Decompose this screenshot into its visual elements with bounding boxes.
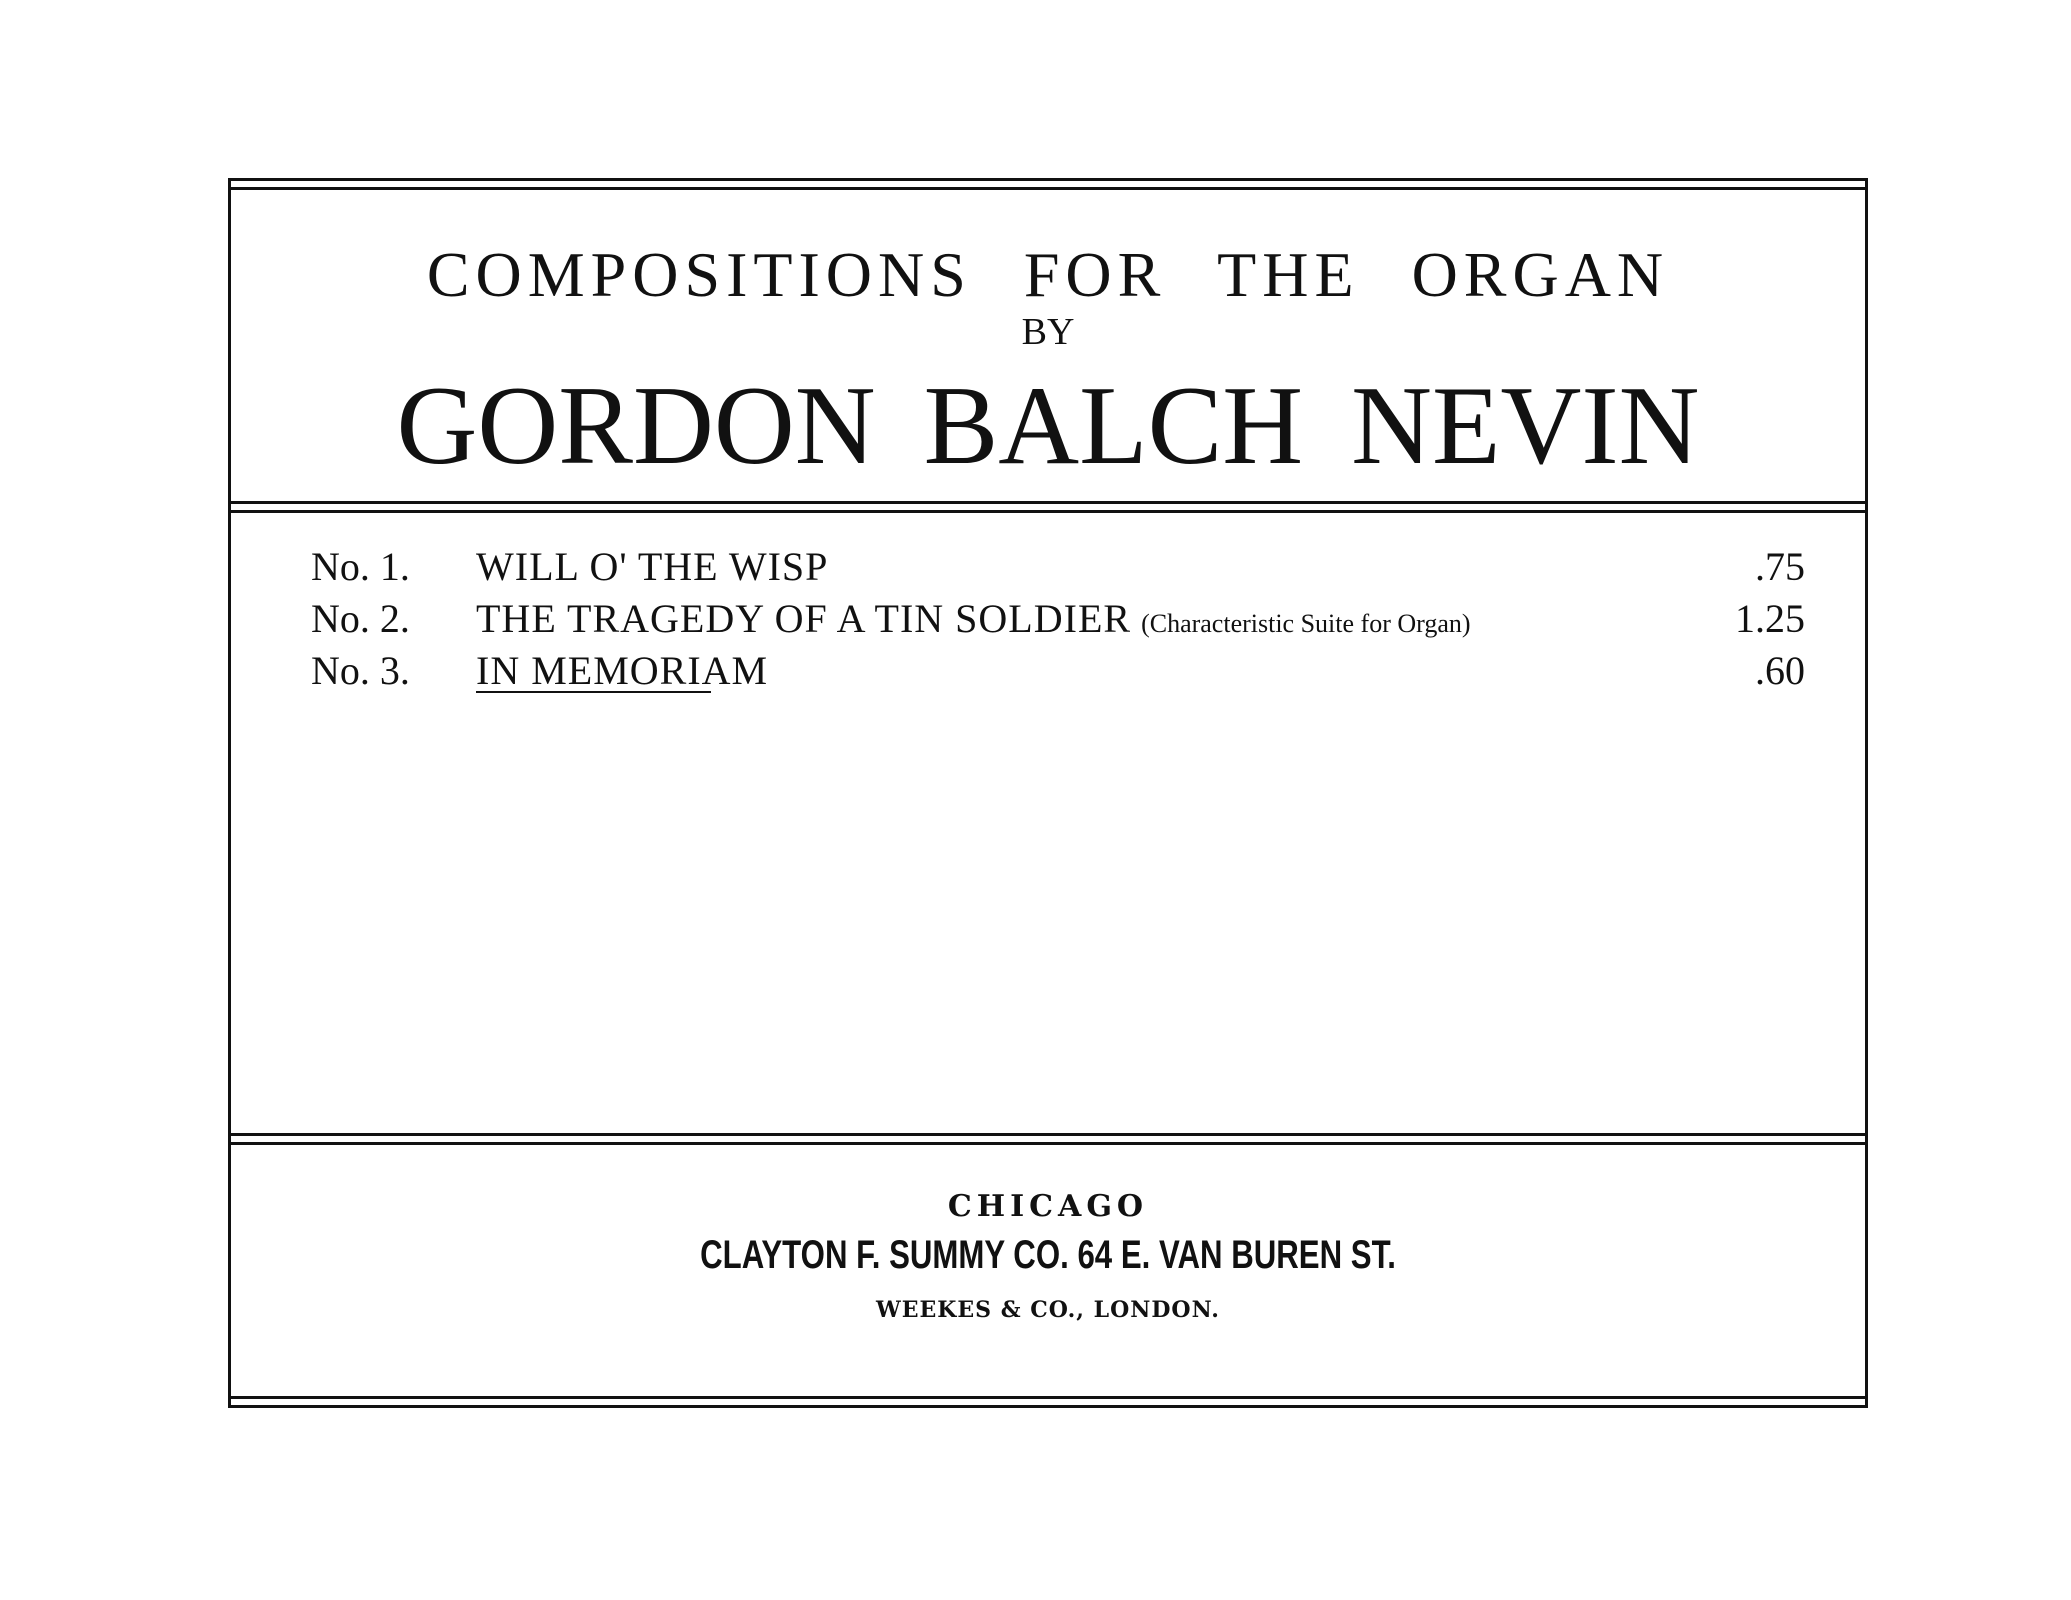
bottom-double-rule xyxy=(231,1396,1865,1408)
publisher-firm: CLAYTON F. SUMMY CO. 64 E. VAN BUREN ST. xyxy=(700,1233,1396,1277)
catalog-item xyxy=(311,595,1805,647)
item-price: .75 xyxy=(1755,544,1805,589)
by-line: BY xyxy=(1021,311,1075,353)
title-page-frame xyxy=(228,178,1868,1408)
item-title: IN MEMORIAM xyxy=(476,648,769,693)
item-subtitle: (Characteristic Suite for Organ) xyxy=(1141,609,1471,638)
item-price: 1.25 xyxy=(1735,596,1805,641)
catalog-list xyxy=(311,543,1805,699)
item-title: THE TRAGEDY OF A TIN SOLDIER (Characteristic Suite for Organ) xyxy=(476,596,1471,641)
top-double-rule xyxy=(231,178,1865,190)
item-number: No. 3. xyxy=(311,648,410,693)
composer-name: GORDON BALCH NEVIN xyxy=(396,364,1700,488)
lower-divider-rule xyxy=(231,1133,1865,1145)
publisher-city: CHICAGO xyxy=(947,1189,1149,1224)
title-block xyxy=(231,190,1865,501)
publisher-block xyxy=(231,1145,1865,1396)
item-number: No. 2. xyxy=(311,596,410,641)
publisher-agent: WEEKES & CO., LONDON. xyxy=(876,1297,1220,1323)
item-price: .60 xyxy=(1755,648,1805,693)
catalog-item xyxy=(311,543,1805,595)
collection-title: COMPOSITIONS FOR THE ORGAN xyxy=(426,239,1670,310)
upper-divider-rule xyxy=(231,501,1865,513)
item-title: WILL O' THE WISP xyxy=(476,544,829,589)
item-number: No. 1. xyxy=(311,544,410,589)
title-underline xyxy=(476,691,711,693)
